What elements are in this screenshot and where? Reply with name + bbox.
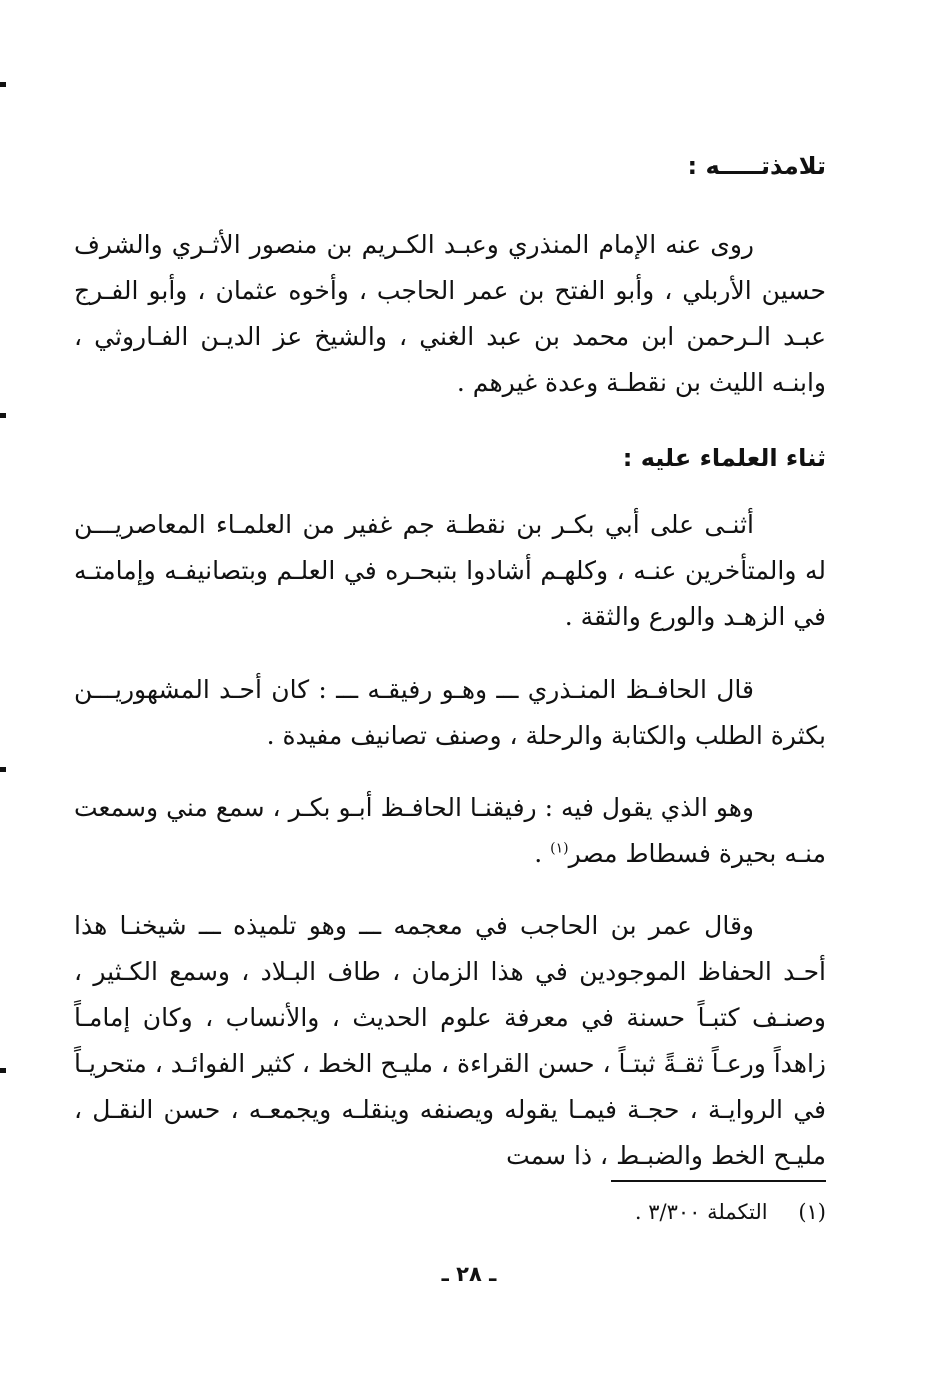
scan-mark bbox=[0, 82, 6, 87]
praise-heading: ثناء العلماء عليه : bbox=[622, 444, 826, 472]
scan-mark bbox=[0, 767, 6, 772]
page-number: ـ ٢٨ ـ bbox=[441, 1262, 497, 1286]
second-quote-text: وهو الذي يقول فيه : رفيقنـا الحافـظ أبـو بكـر ، سمع مني وسمعت منـه بحيرة فسطاط مصر bbox=[74, 793, 826, 868]
footnote-reference: (١) bbox=[550, 840, 569, 857]
footnote-text: التكملة ٣/٣٠٠ . bbox=[634, 1200, 768, 1224]
scan-mark bbox=[0, 413, 6, 418]
footnote bbox=[635, 1200, 826, 1224]
mundhiri-quote-paragraph: قال الحافـظ المنـذري ـــ وهـو رفيقـه ـــ : كان أحـد المشهوريـــن بكثرة الطلب والكتابة والرحلة ، وصنف تصانيف مفيدة . bbox=[74, 675, 826, 750]
scan-mark bbox=[0, 1068, 6, 1073]
students-heading: تلامذتـــــه : bbox=[687, 152, 826, 180]
second-quote-end: . bbox=[534, 839, 551, 868]
students-paragraph: روى عنه الإمام المنذري وعبـد الكـريم بن منصور الأثـري والشرف حسين الأربلي ، وأبو الفتح بن عمر الحاجب ، وأخوه عثمان ، وأبو الفـرج عبـد الـرحمن ابن محمد بن عبد الغني ، والشيخ عز الديـن الفـاروثي ، وابنـه الليث بن نقطـة وعدة غيرهم . bbox=[74, 230, 826, 397]
footnote-divider bbox=[611, 1180, 826, 1182]
hajib-quote-paragraph: وقال عمر بن الحاجب في معجمه ـــ وهو تلميذه ـــ شيخنـا هذا أحـد الحفاظ الموجودين في هذا الزمان ، طاف البـلاد ، وسمع الكـثير ، وصنـف كتبـاً حسنة في معرفة علوم الحديث ، والأنساب ، وكان إمامـاً زاهداً ورعـاً ثقـةً ثبتـاً ، حسن القراءة ، مليـح الخط ، كثير الفوائـد ، متحريـاً في الروايـة ، حجـة فيمـا يقوله ويصنفه وينقلـه ويجمعـه ، حسن النقـل ، مليـح الخط والضبـط ، ذا سمت bbox=[74, 911, 826, 1170]
praise-paragraph: أثنـى على أبي بكـر بن نقطـة جم غفير من العلمـاء المعاصريـــن له والمتأخرين عنـه ، وكلهـم أشادوا بتبحـره في العلـم وبتصانيفـه وإمامتـه في الزهـد والورع والثقة . bbox=[74, 510, 826, 631]
second-quote-paragraph bbox=[74, 785, 826, 877]
footnote-marker: (١) bbox=[798, 1200, 826, 1224]
